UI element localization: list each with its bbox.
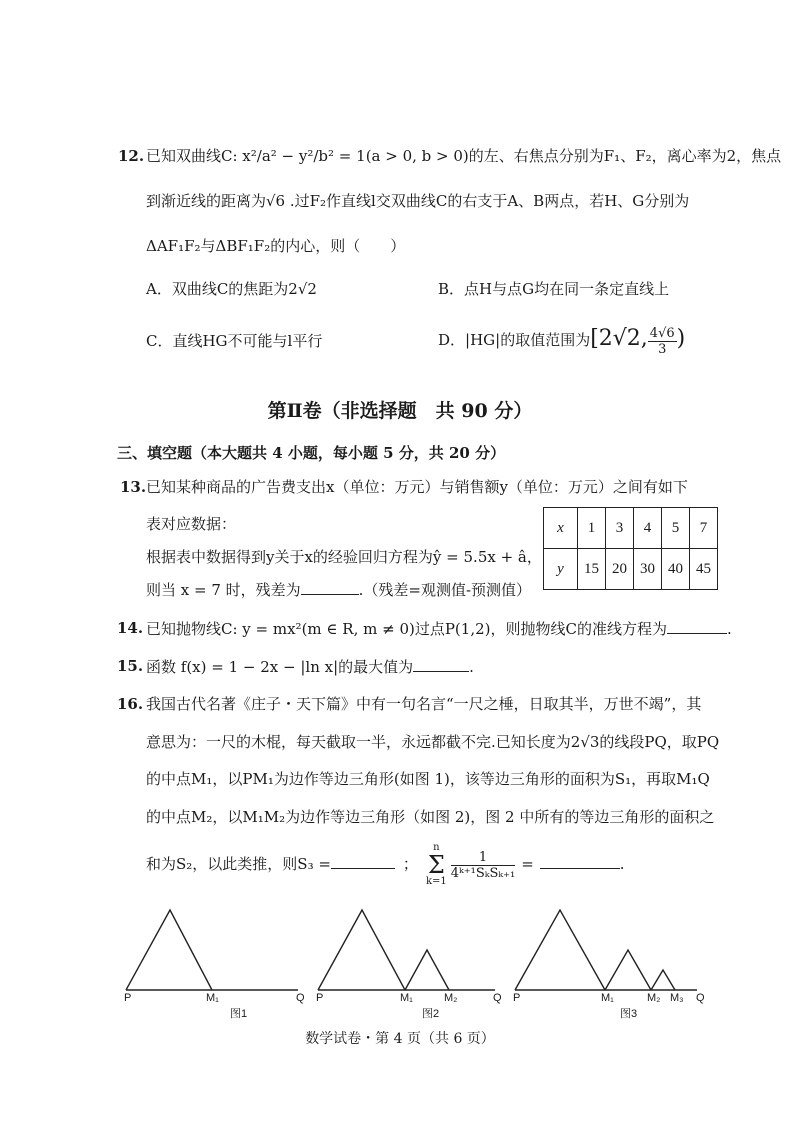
- q13-line4-note: .（残差=观测值-预测值）: [358, 581, 532, 599]
- table-cell: 3: [606, 508, 634, 549]
- figure3-label-q: Q: [696, 992, 705, 1004]
- q16-fraction-numerator: 1: [451, 850, 515, 866]
- table-head-x: x: [544, 508, 578, 549]
- figure2-label-m1: M₁: [400, 992, 413, 1004]
- q14-answer-blank[interactable]: [667, 617, 727, 634]
- q13-line4-text: 则当 x = 7 时，残差为: [146, 581, 301, 599]
- figure2-label-q: Q: [493, 992, 502, 1004]
- figure2-caption: 图2: [422, 1008, 440, 1020]
- figure1-label-m1: M₁: [206, 992, 219, 1004]
- q16-s3-blank[interactable]: [331, 852, 395, 869]
- table-head-y: y: [544, 549, 578, 590]
- q12-option-d-denominator: 3: [658, 341, 667, 357]
- table-cell: 4: [634, 508, 662, 549]
- q16-equals: =: [521, 855, 534, 873]
- figure1-triangle: [126, 910, 212, 990]
- q16-sum-lower: k=1: [425, 876, 447, 887]
- q13-data-table: [543, 507, 718, 590]
- q12-line2: 到渐近线的距离为√6 .过F₂作直线l交双曲线C的右支于A、B两点，若H、G分别为: [146, 192, 690, 210]
- q15-number: 15.: [117, 657, 144, 675]
- table-cell: 20: [606, 549, 634, 590]
- figure3-label-m3: M₃: [670, 992, 684, 1004]
- q13-answer-blank[interactable]: [301, 578, 359, 595]
- q15-line: [146, 655, 474, 678]
- q14-number: 14.: [117, 619, 144, 637]
- q12-option-d-text: D．|HG|的取值范围为: [438, 331, 591, 349]
- q14-line: [146, 617, 732, 640]
- q16-separator: ；: [402, 855, 418, 873]
- figure3-label-m1: M₁: [601, 992, 614, 1004]
- section-2-title: 第Ⅱ卷（非选择题 共 90 分）: [267, 400, 533, 422]
- q16-end: .: [619, 855, 625, 873]
- table-cell: 5: [662, 508, 690, 549]
- figure3-triangle-small: [651, 970, 675, 990]
- table-cell: 15: [578, 549, 606, 590]
- q16-line2: 意思为：一尺的木棍，每天截取一半，永远都截不完.已知长度为2√3的线段PQ，取PQ: [146, 733, 720, 751]
- q14-end: .: [726, 620, 732, 638]
- table-row-y: [544, 549, 718, 590]
- table-cell: 30: [634, 549, 662, 590]
- q12-line3: ΔAF₁F₂与ΔBF₁F₂的内心，则（ ）: [146, 237, 406, 255]
- q16-line1: 我国古代名著《庄子・天下篇》中有一句名言“一尺之棰，日取其半，万世不竭”，其: [146, 695, 702, 713]
- q12-option-d: [438, 318, 685, 361]
- q16-sum-blank[interactable]: [540, 852, 620, 869]
- section-3-title: 三、填空题（本大题共 4 小题，每小题 5 分，共 20 分）: [117, 444, 506, 462]
- figure3-label-p: P: [513, 992, 521, 1004]
- q13-number: 13.: [120, 478, 147, 496]
- q12-option-d-numerator: 4√6: [649, 325, 675, 341]
- q12-option-b: B．点H与点G均在同一条定直线上: [438, 280, 670, 298]
- q16-line3: 的中点M₁，以PM₁为边作等边三角形(如图 1)，该等边三角形的面积为S₁，再取M₁Q: [146, 770, 710, 788]
- table-cell: 1: [578, 508, 606, 549]
- figure3-caption: 图3: [620, 1008, 638, 1020]
- page-footer: 数学试卷・第 4 页（共 6 页）: [305, 1031, 495, 1047]
- figure3-triangle-large: [515, 910, 605, 990]
- q12-option-c: C．直线HG不可能与l平行: [146, 332, 323, 350]
- q13-line2: 表对应数据：: [146, 515, 237, 533]
- table-row-x: [544, 508, 718, 549]
- q14-text: 已知抛物线C: y = mx²(m ∈ R, m ≠ 0)过点P(1,2)，则抛物线C的准线方程为: [146, 620, 667, 638]
- q16-line4: 的中点M₂，以M₁M₂为边作等边三角形（如图 2)，图 2 中所有的等边三角形的面积之: [146, 808, 715, 826]
- figure3-label-m2: M₂: [647, 992, 661, 1004]
- figure2-triangle-small: [405, 950, 449, 990]
- figure2-triangle-large: [318, 910, 405, 990]
- q16-line5: [146, 842, 625, 888]
- q12-line1: 已知双曲线C: x²/a² − y²/b² = 1(a > 0, b > 0)的左、右焦点分别为F₁、F₂，离心率为2，焦点: [146, 147, 782, 165]
- q13-line4: [146, 578, 531, 601]
- q12-option-d-open: [2√2,: [590, 326, 648, 351]
- figure2-label-m2: M₂: [444, 992, 458, 1004]
- figure1-caption: 图1: [230, 1008, 248, 1020]
- q16-number: 16.: [117, 695, 144, 713]
- figure3-triangle-medium: [605, 950, 651, 990]
- figure1-label-q: Q: [296, 992, 305, 1004]
- q12-option-d-fraction: [648, 326, 677, 357]
- q16-figures: [0, 900, 800, 1030]
- q16-sum-upper: n: [433, 842, 440, 853]
- q15-text: 函数 f(x) = 1 − 2x − |ln x|的最大值为: [146, 658, 414, 676]
- q16-fraction-denominator: 4ᵏ⁺¹SₖSₖ₊₁: [450, 865, 516, 881]
- q15-answer-blank[interactable]: [413, 655, 469, 672]
- table-cell: 40: [662, 549, 690, 590]
- q12-option-d-close: ): [676, 326, 686, 351]
- q16-line5-text: 和为S₂，以此类推，则S₃ =: [146, 855, 331, 873]
- q16-fraction: [451, 850, 515, 881]
- q15-end: .: [469, 658, 474, 676]
- table-cell: 7: [690, 508, 718, 549]
- figure1-label-p: P: [124, 992, 132, 1004]
- q16-sum: [426, 842, 447, 888]
- q13-line3: 根据表中数据得到y关于x的经验回归方程为ŷ = 5.5x + â，: [146, 548, 542, 566]
- q12-option-a: A．双曲线C的焦距为2√2: [146, 280, 317, 298]
- q16-sum-symbol: Σ: [427, 851, 445, 879]
- q13-line1: 已知某种商品的广告费支出x（单位：万元）与销售额y（单位：万元）之间有如下: [146, 478, 688, 496]
- figure2-label-p: P: [316, 992, 324, 1004]
- q12-number: 12.: [118, 147, 145, 165]
- table-cell: 45: [690, 549, 718, 590]
